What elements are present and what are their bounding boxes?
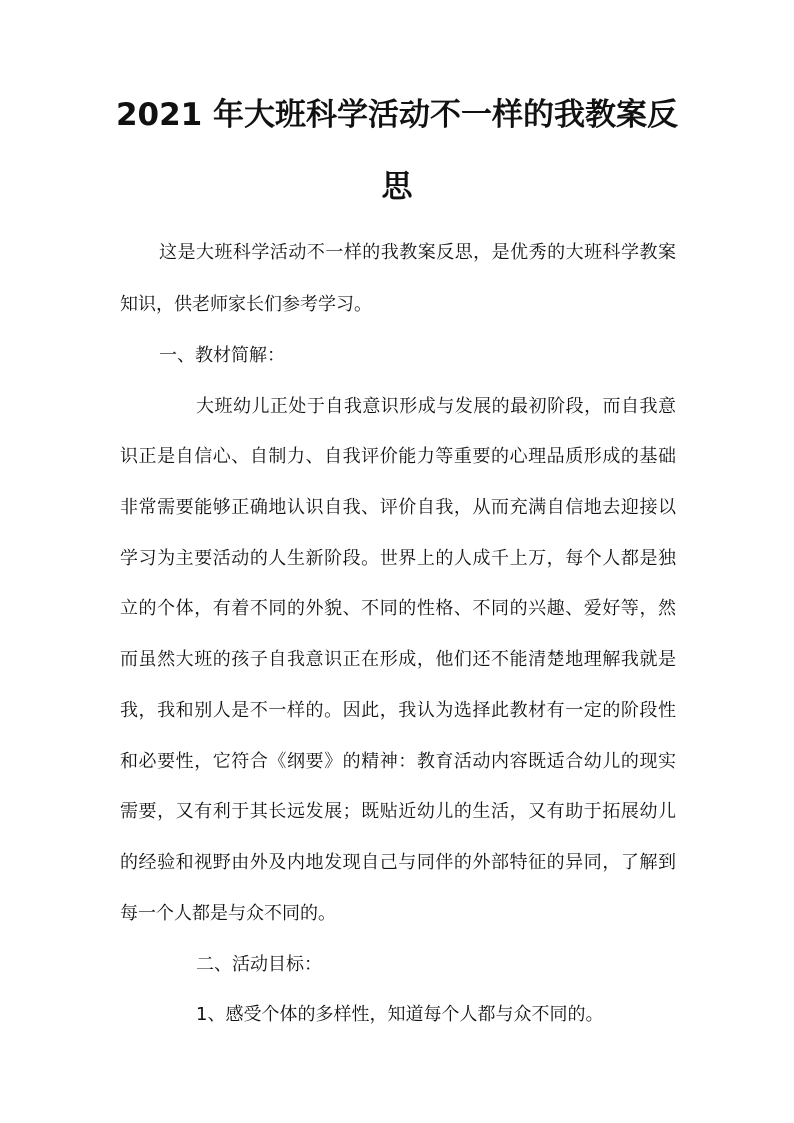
section-1-line-9: 需要，又有利于其长远发展；既贴近幼儿的生活，又有助于拓展幼儿 <box>120 801 676 822</box>
document-title-line-1: 2021 年大班科学活动不一样的我教案反 <box>115 97 679 133</box>
section-1-line-5: 立的个体，有着不同的外貌、不同的性格、不同的兴趣、爱好等，然 <box>120 598 676 619</box>
intro-line-2: 知识，供老师家长们参考学习。 <box>120 294 372 315</box>
activity-goal-1: 1、感受个体的多样性，知道每个人都与众不同的。 <box>196 1004 604 1025</box>
intro-line-1: 这是大班科学活动不一样的我教案反思，是优秀的大班科学教案 <box>159 242 676 263</box>
document-title-line-2: 思 <box>381 169 413 205</box>
section-2-heading: 二、活动目标： <box>196 954 322 975</box>
section-1-line-4: 学习为主要活动的人生新阶段。世界上的人成千上万，每个人都是独 <box>120 548 676 569</box>
section-1-line-11: 每一个人都是与众不同的。 <box>120 903 336 924</box>
section-1-line-7: 我，我和别人是不一样的。因此，我认为选择此教材有一定的阶段性 <box>120 700 676 721</box>
section-1-line-10: 的经验和视野由外及内地发现自己与同伴的外部特征的异同，了解到 <box>120 852 676 873</box>
section-1-line-6: 而虽然大班的孩子自我意识正在形成，他们还不能清楚地理解我就是 <box>120 649 676 670</box>
section-1-line-3: 非常需要能够正确地认识自我、评价自我，从而充满自信地去迎接以 <box>120 497 676 518</box>
section-1-line-1: 大班幼儿正处于自我意识形成与发展的最初阶段，而自我意 <box>196 396 676 417</box>
section-1-line-2: 识正是自信心、自制力、自我评价能力等重要的心理品质形成的基础 <box>120 446 676 467</box>
section-1-heading: 一、教材简解： <box>159 345 285 366</box>
section-1-line-8: 和必要性，它符合《纲要》的精神：教育活动内容既适合幼儿的现实 <box>120 751 676 772</box>
